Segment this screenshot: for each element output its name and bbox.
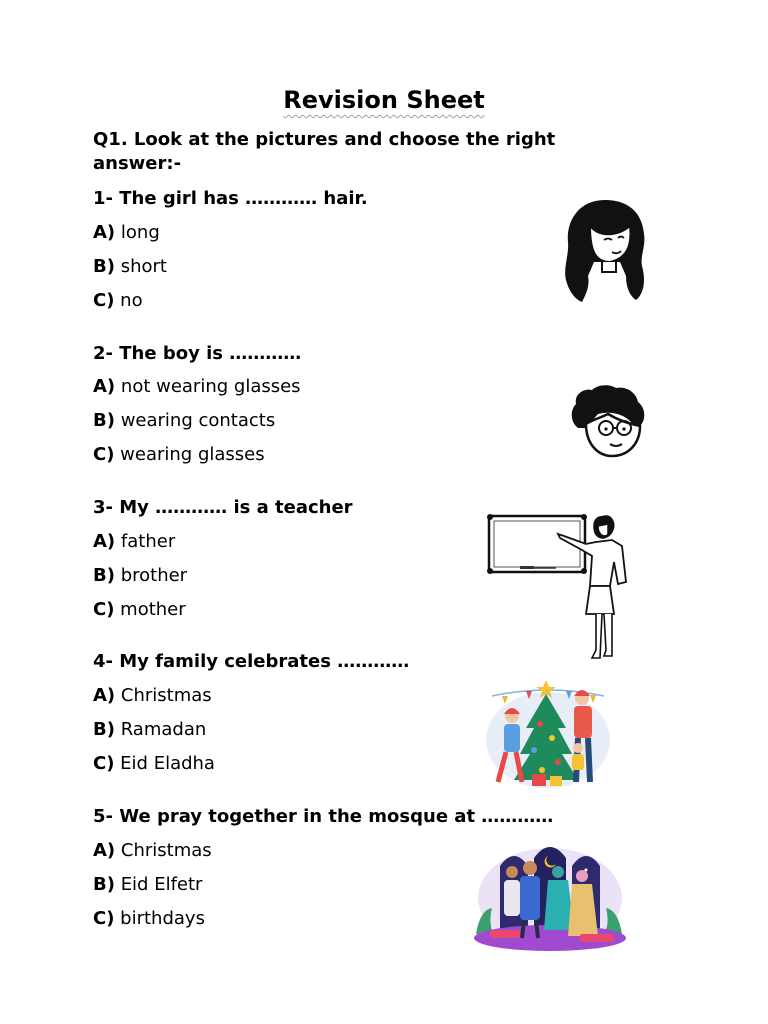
teacher-at-whiteboard-icon xyxy=(484,510,632,662)
boy-with-glasses-icon xyxy=(568,384,648,460)
option-1c[interactable]: C) no xyxy=(93,290,143,311)
option-4a[interactable]: A) Christmas xyxy=(93,685,212,706)
question-2: 2- The boy is ………… xyxy=(93,343,302,364)
question-4: 4- My family celebrates ………… xyxy=(93,651,410,672)
long-haired-girl-icon xyxy=(560,196,650,306)
eid-prayer-mosque-icon xyxy=(470,838,628,954)
option-2c[interactable]: C) wearing glasses xyxy=(93,444,265,465)
option-1b[interactable]: B) short xyxy=(93,256,167,277)
option-1a[interactable]: A) long xyxy=(93,222,160,243)
question-1: 1- The girl has ………… hair. xyxy=(93,188,368,209)
instruction: Q1. Look at the pictures and choose the right answer:- xyxy=(93,129,556,174)
option-4b[interactable]: B) Ramadan xyxy=(93,719,207,740)
family-christmas-tree-icon xyxy=(482,676,614,792)
option-2b[interactable]: B) wearing contacts xyxy=(93,410,276,431)
option-3b[interactable]: B) brother xyxy=(93,565,188,586)
option-2a[interactable]: A) not wearing glasses xyxy=(93,376,301,397)
option-3c[interactable]: C) mother xyxy=(93,599,186,620)
option-4c[interactable]: C) Eid Eladha xyxy=(93,753,215,774)
question-5: 5- We pray together in the mosque at ………… xyxy=(93,806,554,827)
option-5a[interactable]: A) Christmas xyxy=(93,840,212,861)
page-title: Revision Sheet xyxy=(283,86,485,114)
option-3a[interactable]: A) father xyxy=(93,531,176,552)
option-5c[interactable]: C) birthdays xyxy=(93,908,205,929)
option-5b[interactable]: B) Eid Elfetr xyxy=(93,874,203,895)
question-3: 3- My ………… is a teacher xyxy=(93,497,353,518)
